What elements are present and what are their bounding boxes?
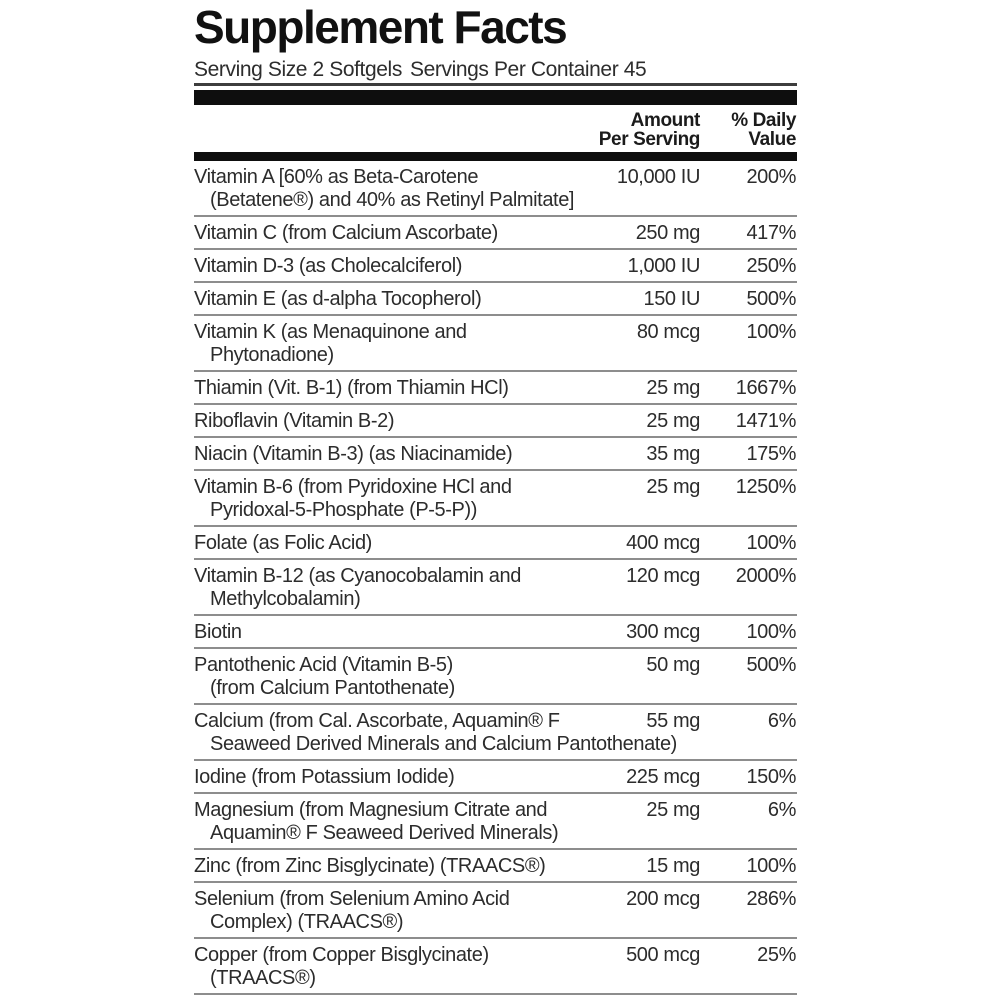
nutrient-daily-value: 6%: [767, 799, 796, 821]
nutrient-amount: 200 mcg: [626, 888, 700, 910]
nutrient-row: [194, 316, 797, 372]
nutrient-name: [194, 410, 797, 433]
serving-info: [194, 58, 797, 82]
nutrient-daily-value: 286%: [746, 888, 796, 910]
nutrient-name-line2: Aquamin® F Seaweed Derived Minerals): [210, 822, 559, 844]
nutrient-name-line1: Biotin: [194, 621, 242, 643]
nutrient-name: [194, 766, 797, 789]
nutrient-name: [194, 166, 797, 212]
dv-header-line2: Value: [748, 129, 796, 150]
nutrient-amount: 25 mg: [646, 799, 700, 821]
nutrient-name-line1: Folate (as Folic Acid): [194, 532, 372, 554]
nutrient-daily-value: 1250%: [735, 476, 796, 498]
serving-size-text: Serving Size 2 Softgels: [194, 58, 402, 81]
nutrient-name-line2: Methylcobalamin): [210, 588, 361, 610]
nutrient-name-line1: Vitamin B-12 (as Cyanocobalamin and: [194, 565, 521, 587]
nutrient-daily-value: 500%: [746, 288, 796, 310]
nutrient-name-line2: Phytonadione): [210, 344, 334, 366]
nutrient-row: [194, 372, 797, 405]
nutrient-name-line2: Complex) (TRAACS®): [210, 911, 404, 933]
nutrient-name: [194, 443, 797, 466]
nutrient-row: [194, 616, 797, 649]
nutrient-name-line1: Zinc (from Zinc Bisglycinate) (TRAACS®): [194, 855, 546, 877]
nutrient-daily-value: 2000%: [735, 565, 796, 587]
nutrient-name-line1: Calcium (from Cal. Ascorbate, Aquamin® F: [194, 710, 560, 732]
nutrient-name: [194, 888, 797, 934]
nutrient-name-line1: Vitamin B-6 (from Pyridoxine HCl and: [194, 476, 512, 498]
nutrient-name: [194, 288, 797, 311]
nutrient-name: [194, 855, 797, 878]
label-panel: [194, 0, 797, 995]
nutrient-name: [194, 476, 797, 522]
header-bar-medium: [194, 152, 797, 161]
nutrient-daily-value: 1471%: [735, 410, 796, 432]
nutrient-daily-value: 417%: [746, 222, 796, 244]
nutrient-name-line2: Pyridoxal-5-Phosphate (P-5-P)): [210, 499, 477, 521]
nutrient-name-line1: Vitamin C (from Calcium Ascorbate): [194, 222, 498, 244]
nutrient-name: [194, 710, 797, 756]
nutrient-row: [194, 471, 797, 527]
servings-per-container-text: Servings Per Container 45: [410, 58, 647, 81]
nutrient-name-line1: Vitamin A [60% as Beta-Carotene: [194, 166, 479, 188]
nutrient-name-line2: (from Calcium Pantothenate): [210, 677, 455, 699]
nutrient-daily-value: 100%: [746, 532, 796, 554]
nutrient-name-line1: Riboflavin (Vitamin B-2): [194, 410, 395, 432]
nutrient-row: [194, 705, 797, 761]
nutrient-name-line1: Magnesium (from Magnesium Citrate and: [194, 799, 548, 821]
nutrient-daily-value: 500%: [746, 654, 796, 676]
nutrient-row: [194, 161, 797, 217]
nutrient-amount: 150 IU: [643, 288, 700, 310]
nutrient-name: [194, 255, 797, 278]
nutrient-daily-value: 25%: [757, 944, 796, 966]
nutrient-daily-value: 100%: [746, 321, 796, 343]
nutrient-name: [194, 321, 797, 367]
nutrient-name: [194, 222, 797, 245]
nutrient-row: [194, 217, 797, 250]
nutrient-daily-value: 100%: [746, 855, 796, 877]
nutrient-row: [194, 883, 797, 939]
nutrient-row: [194, 649, 797, 705]
nutrient-row: [194, 283, 797, 316]
nutrient-name: [194, 621, 797, 644]
nutrient-name-line1: Thiamin (Vit. B-1) (from Thiamin HCl): [194, 377, 509, 399]
nutrient-amount: 80 mcg: [636, 321, 700, 343]
amount-header-line1: Amount: [630, 110, 700, 131]
nutrient-amount: 50 mg: [646, 654, 700, 676]
nutrient-daily-value: 1667%: [735, 377, 796, 399]
nutrient-name-line1: Vitamin D-3 (as Cholecalciferol): [194, 255, 463, 277]
nutrient-name-line1: Copper (from Copper Bisglycinate): [194, 944, 489, 966]
nutrient-daily-value: 175%: [746, 443, 796, 465]
nutrient-row: [194, 250, 797, 283]
nutrient-amount: 120 mcg: [626, 565, 700, 587]
label-title: Supplement Facts: [194, 1, 567, 53]
column-headers: [194, 108, 797, 152]
dv-header-line1: % Daily: [731, 110, 796, 131]
nutrient-amount: 300 mcg: [626, 621, 700, 643]
amount-column-header: [599, 111, 700, 149]
nutrient-amount: 15 mg: [646, 855, 700, 877]
nutrient-amount: 225 mcg: [626, 766, 700, 788]
nutrient-row: [194, 761, 797, 794]
nutrient-name: [194, 799, 797, 845]
nutrient-name: [194, 654, 797, 700]
nutrient-daily-value: 250%: [746, 255, 796, 277]
nutrient-row: [194, 560, 797, 616]
nutrient-name-line2: Seaweed Derived Minerals and Calcium Pantothenate): [210, 733, 677, 755]
nutrient-name-line1: Vitamin K (as Menaquinone and: [194, 321, 467, 343]
nutrient-amount: 55 mg: [646, 710, 700, 732]
nutrient-name: [194, 377, 797, 400]
nutrient-amount: 25 mg: [646, 377, 700, 399]
nutrient-name-line1: Iodine (from Potassium Iodide): [194, 766, 455, 788]
nutrient-amount: 10,000 IU: [616, 166, 700, 188]
nutrient-name: [194, 944, 797, 990]
nutrient-row: [194, 438, 797, 471]
nutrient-name-line1: Pantothenic Acid (Vitamin B-5): [194, 654, 453, 676]
nutrient-row: [194, 939, 797, 995]
amount-header-line2: Per Serving: [598, 129, 700, 150]
nutrient-daily-value: 200%: [746, 166, 796, 188]
nutrient-daily-value: 6%: [767, 710, 796, 732]
nutrient-amount: 400 mcg: [626, 532, 700, 554]
nutrient-daily-value: 100%: [746, 621, 796, 643]
nutrient-amount: 500 mcg: [626, 944, 700, 966]
header-bar-thick: [194, 90, 797, 105]
nutrient-row: [194, 527, 797, 560]
nutrient-name-line1: Vitamin E (as d-alpha Tocopherol): [194, 288, 482, 310]
nutrient-name-line2: (TRAACS®): [210, 967, 316, 989]
nutrient-row: [194, 850, 797, 883]
nutrient-row: [194, 405, 797, 438]
nutrient-row: [194, 794, 797, 850]
nutrient-amount: 1,000 IU: [627, 255, 700, 277]
nutrient-amount: 25 mg: [646, 410, 700, 432]
nutrient-name: [194, 565, 797, 611]
nutrient-amount: 25 mg: [646, 476, 700, 498]
daily-value-column-header: [731, 111, 796, 149]
serving-divider-rule: [194, 83, 797, 86]
nutrient-amount: 35 mg: [646, 443, 700, 465]
nutrient-name-line1: Niacin (Vitamin B-3) (as Niacinamide): [194, 443, 513, 465]
nutrient-table: [194, 161, 797, 995]
nutrient-name: [194, 532, 797, 555]
nutrient-daily-value: 150%: [746, 766, 796, 788]
nutrient-amount: 250 mg: [635, 222, 700, 244]
nutrient-name-line2: (Betatene®) and 40% as Retinyl Palmitate]: [210, 189, 575, 211]
nutrient-name-line1: Selenium (from Selenium Amino Acid: [194, 888, 510, 910]
